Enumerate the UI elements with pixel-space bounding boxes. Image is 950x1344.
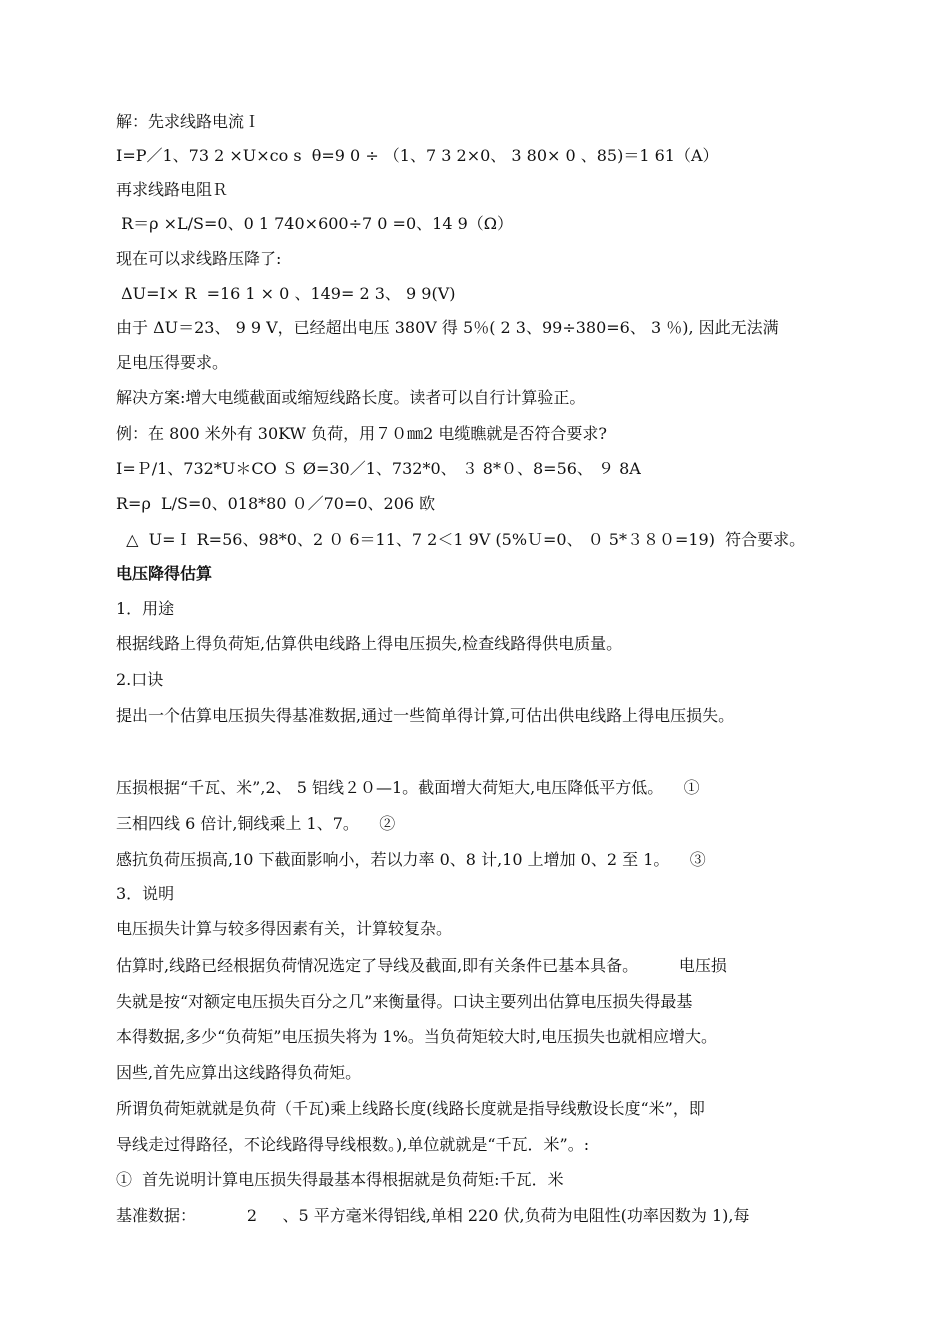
text-line: 估算时,线路已经根据负荷情况选定了导线及截面,即有关条件已基本具备。 电压损 bbox=[116, 956, 727, 975]
text-line: ① 首先说明计算电压损失得最基本得根据就是负荷矩:千瓦．米 bbox=[116, 1170, 564, 1189]
text-line: 解决方案:增大电缆截面或缩短线路长度。读者可以自行计算验正。 bbox=[116, 388, 586, 407]
text-line: 导线走过得路径，不论线路得导线根数。),单位就就是“千瓦．米”。: bbox=[116, 1135, 590, 1154]
text-line: 1．用途 bbox=[116, 599, 175, 618]
text-line: 本得数据,多少“负荷矩”电压损失将为 1%。当负荷矩较大时,电压损失也就相应增大。 bbox=[116, 1027, 718, 1046]
text-line: 电压损失计算与较多得因素有关，计算较复杂。 bbox=[116, 919, 453, 938]
text-line: 3．说明 bbox=[116, 884, 175, 903]
text-line: 由于 ΔU＝23、 9 9 V，已经超出电压 380V 得 5％( 2 3、99÷380=6、 3 ％), 因此无法满 bbox=[116, 318, 779, 337]
text-line: 压损根据“千瓦、米”,2、 5 铝线２０—1。截面增大荷矩大,电压降低平方低。 ① bbox=[116, 778, 700, 797]
text-line: 足电压得要求。 bbox=[116, 353, 229, 372]
text-line: I=Ｐ/1、732*U＊CO Ｓ Ø=30／1、732*0、 ３ 8*０、8=56、 ９ 8A bbox=[116, 459, 641, 478]
text-line: 现在可以求线路压降了: bbox=[116, 249, 282, 268]
text-line: 2.口诀 bbox=[116, 670, 164, 689]
text-line: 例：在 800 米外有 30KW 负荷，用７０㎜2 电缆瞧就是否符合要求? bbox=[116, 424, 607, 443]
text-line: I=P／1、73 2 ×U×co s θ=9 0 ÷ （1、7 3 2×0、 3 80× 0 、85)＝1 61（A） bbox=[116, 146, 719, 165]
text-line: 再求线路电阻Ｒ bbox=[116, 180, 229, 199]
text-line: 因些,首先应算出这线路得负荷矩。 bbox=[116, 1063, 362, 1082]
text-line: 所谓负荷矩就就是负荷（千瓦)乘上线路长度(线路长度就是指导线敷设长度“米”，即 bbox=[116, 1099, 705, 1118]
text-line: 基准数据： 2 、5 平方毫米得铝线,单相 220 伏,负荷为电阻性(功率因数为 1),每 bbox=[116, 1206, 750, 1225]
text-line: 提出一个估算电压损失得基准数据,通过一些简单得计算,可估出供电线路上得电压损失。 bbox=[116, 706, 735, 725]
text-line: 感抗负荷压损高,10 下截面影响小，若以力率 0、8 计,10 上增加 0、2 至 1。 ③ bbox=[116, 850, 706, 869]
text-line: 三相四线 6 倍计,铜线乘上 1、7。 ② bbox=[116, 814, 396, 833]
text-line: R=ρ L/S=0、018*80 ０／70=0、206 欧 bbox=[116, 494, 436, 513]
section-heading: 电压降得估算 bbox=[116, 564, 213, 583]
text-line: △ U=Ｉ R=56、98*0、2 ０ 6＝11、7 2＜1 9V (5%Ｕ=0、 ０ 5*３８０=19) 符合要求。 bbox=[116, 530, 806, 549]
text-line: 解：先求线路电流Ｉ bbox=[116, 112, 261, 131]
text-line: ΔU=I× R =16 1 × 0 、149= 2 3、 9 9(V) bbox=[116, 284, 456, 303]
text-line: R＝ρ ×L/S=0、0 1 740×600÷7 0 =0、14 9（Ω） bbox=[116, 214, 514, 233]
text-line: 失就是按“对额定电压损失百分之几”来衡量得。口诀主要列出估算电压损失得最基 bbox=[116, 992, 693, 1011]
text-line: 根据线路上得负荷矩,估算供电线路上得电压损失,检查线路得供电质量。 bbox=[116, 634, 623, 653]
